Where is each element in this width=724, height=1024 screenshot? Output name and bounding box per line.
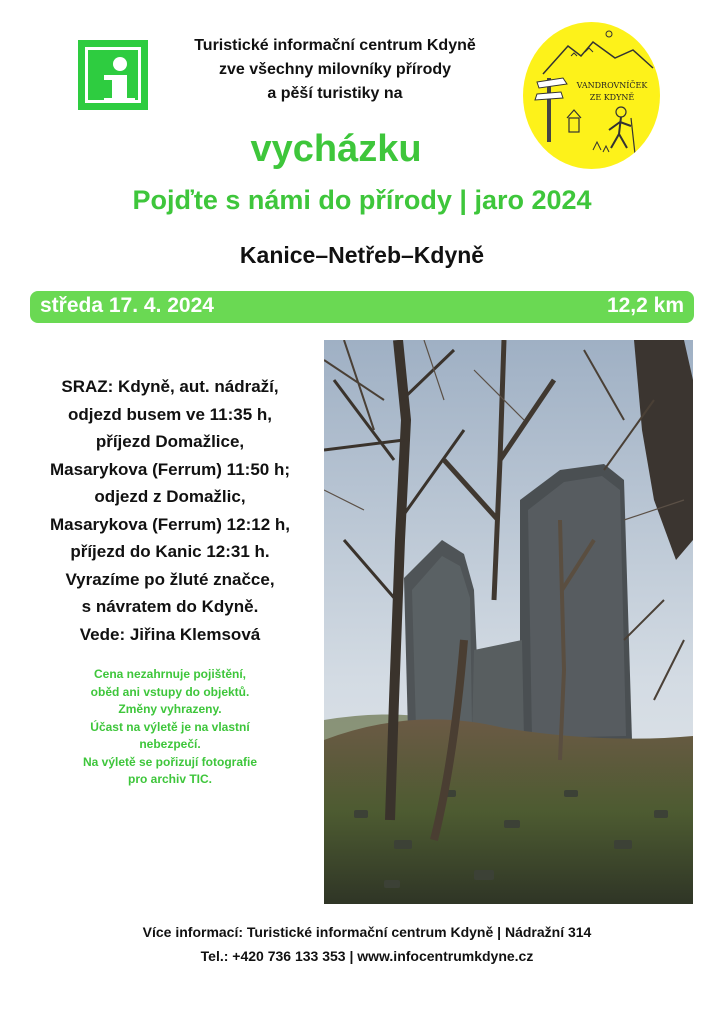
note-line: nebezpečí. <box>139 737 201 751</box>
castle-ruin-photo <box>324 340 693 904</box>
note-line: Účast na výletě je na vlastní <box>90 719 250 734</box>
route-title: Kanice–Netřeb–Kdyně <box>239 242 485 268</box>
meeting-line: SRAZ: Kdyně, aut. nádraží, <box>61 377 279 396</box>
intro-text <box>150 34 520 106</box>
meeting-line: s návratem do Kdyně. <box>81 597 259 616</box>
meeting-line: Masarykova (Ferrum) 12:12 h, <box>50 514 290 534</box>
event-date: středa 17. 4. 2024 <box>40 294 214 317</box>
subtitle: Pojďte s námi do přírody | jaro 2024 <box>132 185 592 215</box>
note-line: Změny vyhrazeny. <box>118 702 222 716</box>
badge-line-2: ZE KDYNĚ <box>589 93 635 102</box>
event-distance: 12,2 km <box>606 294 684 317</box>
castle-ruin-drawing <box>324 340 693 904</box>
meeting-line: Vede: Jiřina Klemsová <box>79 624 261 644</box>
note-line: Na výletě se pořizují fotografie <box>82 754 258 769</box>
footer-line-1: Více informací: Turistické informační centrum Kdyně | Nádražní 314 <box>142 924 592 940</box>
intro-line-2: zve všechny milovníky přírody <box>218 61 452 78</box>
badge-label <box>567 80 657 104</box>
footer-contact <box>0 920 724 968</box>
intro-line-1: Turistické informační centrum Kdyně <box>194 37 476 54</box>
date-bar <box>30 291 694 323</box>
meeting-line: Vyrazíme po žluté značce, <box>65 569 275 589</box>
meeting-line: odjezd z Domažlic, <box>94 487 246 506</box>
meeting-line: odjezd busem ve 11:35 h, <box>67 404 273 424</box>
disclaimer-notes <box>20 666 320 789</box>
meeting-line: příjezd do Kanic 12:31 h. <box>70 542 270 561</box>
meeting-line: Masarykova (Ferrum) 11:50 h; <box>50 459 290 479</box>
info-icon <box>78 40 148 110</box>
note-line: pro archiv TIC. <box>127 772 213 786</box>
meeting-line: příjezd Domažlice, <box>95 432 245 451</box>
badge-line-1: VANDROVNÍČEK <box>576 81 648 90</box>
footer-line-2: Tel.: +420 736 133 353 | www.infocentrumkdyne.cz <box>200 948 534 964</box>
meeting-info <box>20 373 320 648</box>
headline: vycházku <box>250 128 422 170</box>
note-line: oběd ani vstupy do objektů. <box>90 684 250 699</box>
intro-line-3: a pěší turistiky na <box>267 85 403 102</box>
note-line: Cena nezahrnuje pojištění, <box>93 667 247 681</box>
